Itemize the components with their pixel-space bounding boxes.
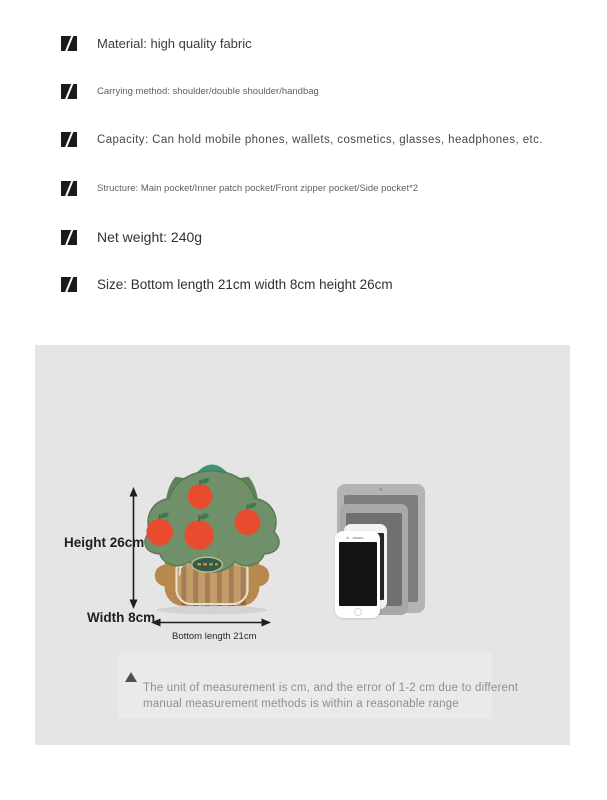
camera-dot-icon <box>380 488 383 491</box>
spec-text-capacity: Capacity: Can hold mobile phones, wallets, cosmetics, glasses, headphones, etc. <box>97 133 543 146</box>
home-button-icon <box>354 608 362 616</box>
slash-icon <box>61 277 77 292</box>
measurement-note-line-1: The unit of measurement is cm, and the error of 1-2 cm due to different <box>143 682 519 694</box>
width-measure-label: Width 8cm <box>87 610 156 625</box>
spec-text-carrying-method: Carrying method: shoulder/double shoulder/handbag <box>97 86 319 97</box>
height-measure-label: Height 26cm <box>64 535 145 550</box>
spec-text-structure: Structure: Main pocket/Inner patch pocket/Front zipper pocket/Side pocket*2 <box>97 183 419 194</box>
slash-icon <box>61 36 77 51</box>
spec-row-material <box>61 36 252 51</box>
slash-icon <box>61 230 77 245</box>
spec-text-net-weight: Net weight: 240g <box>97 229 203 245</box>
size-guide-panel <box>35 345 570 745</box>
slash-icon <box>61 132 77 147</box>
front-camera-icon <box>346 537 349 540</box>
measurement-note-line-2: manual measurement methods is within a reasonable range <box>143 698 459 710</box>
phone-front-silhouette <box>335 531 380 618</box>
brand-badge <box>192 557 223 572</box>
backpack-illustration <box>138 455 286 617</box>
earpiece-icon <box>352 537 363 540</box>
spec-row-net-weight <box>61 229 202 245</box>
bottom-length-arrow <box>151 616 271 629</box>
spec-text-material: Material: high quality fabric <box>97 36 252 51</box>
spec-row-structure <box>61 181 418 196</box>
bottom-length-measure-label: Bottom length 21cm <box>172 631 257 642</box>
spec-row-carrying-method <box>61 84 319 99</box>
slash-icon <box>61 181 77 196</box>
triangle-up-icon <box>125 672 137 682</box>
slash-icon <box>61 84 77 99</box>
spec-text-size: Size: Bottom length 21cm width 8cm height 26cm <box>97 277 393 292</box>
spec-row-size <box>61 277 393 292</box>
phone-front-screen <box>339 542 377 606</box>
spec-row-capacity <box>61 132 543 147</box>
